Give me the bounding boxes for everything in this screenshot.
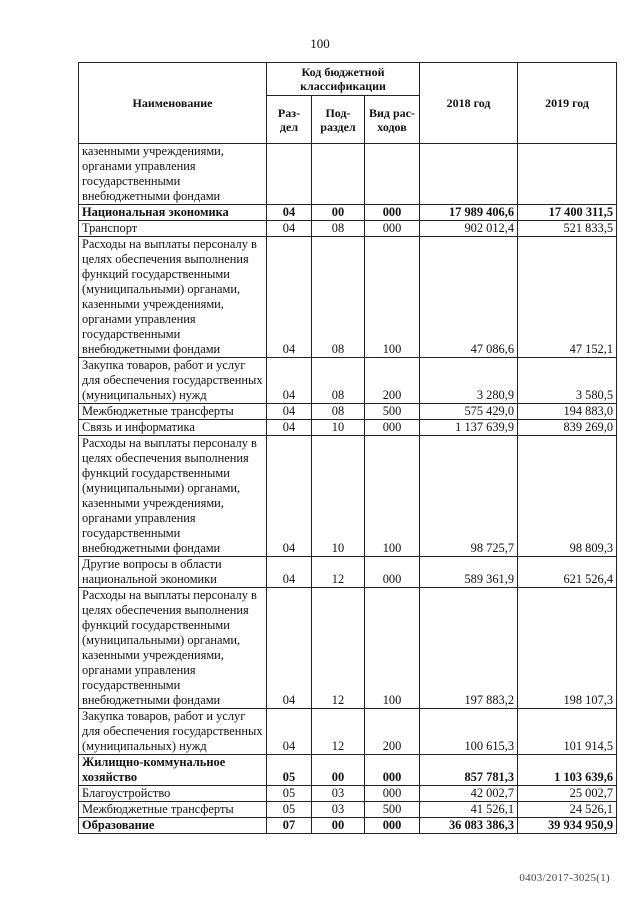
row-subsection: 12 xyxy=(312,709,365,755)
row-value-2019: 39 934 950,9 xyxy=(518,818,617,834)
row-name: Образование xyxy=(79,818,267,834)
row-value-2018: 589 361,9 xyxy=(420,557,518,588)
row-value-2018: 36 083 386,3 xyxy=(420,818,518,834)
row-value-2019: 17 400 311,5 xyxy=(518,205,617,221)
header-name: Наименование xyxy=(79,63,267,144)
row-expense-type: 500 xyxy=(365,802,420,818)
row-value-2019: 1 103 639,6 xyxy=(518,755,617,786)
row-expense-type: 000 xyxy=(365,205,420,221)
row-expense-type: 000 xyxy=(365,557,420,588)
budget-table xyxy=(78,62,617,834)
row-value-2018: 857 781,3 xyxy=(420,755,518,786)
row-subsection: 12 xyxy=(312,557,365,588)
row-value-2019: 521 833,5 xyxy=(518,221,617,237)
table-row xyxy=(79,144,617,205)
table-row xyxy=(79,802,617,818)
row-name: Другие вопросы в области национальной экономики xyxy=(79,557,267,588)
row-name: Расходы на выплаты персоналу в целях обеспечения выполнения функций государственными (муниципальными) органами, казенными учреждениями, органами управления государственными внебюджетными фондами xyxy=(79,588,267,709)
table-row xyxy=(79,786,617,802)
row-section: 05 xyxy=(267,802,312,818)
header-section: Раз-дел xyxy=(267,96,312,144)
row-value-2018: 575 429,0 xyxy=(420,404,518,420)
row-section: 04 xyxy=(267,436,312,557)
row-section: 04 xyxy=(267,709,312,755)
header-subsection: Под-раздел xyxy=(312,96,365,144)
row-subsection: 10 xyxy=(312,420,365,436)
row-expense-type xyxy=(365,144,420,205)
row-section: 04 xyxy=(267,404,312,420)
row-subsection: 08 xyxy=(312,404,365,420)
row-section: 04 xyxy=(267,358,312,404)
table-row xyxy=(79,237,617,358)
row-section: 04 xyxy=(267,221,312,237)
table-row xyxy=(79,557,617,588)
row-value-2019: 3 580,5 xyxy=(518,358,617,404)
row-section: 05 xyxy=(267,755,312,786)
row-value-2018: 197 883,2 xyxy=(420,588,518,709)
row-value-2019: 194 883,0 xyxy=(518,404,617,420)
table-row xyxy=(79,420,617,436)
page-number: 100 xyxy=(310,36,330,51)
row-expense-type: 000 xyxy=(365,221,420,237)
row-value-2018: 98 725,7 xyxy=(420,436,518,557)
row-subsection: 03 xyxy=(312,786,365,802)
row-name: Расходы на выплаты персоналу в целях обеспечения выполнения функций государственными (муниципальными) органами, казенными учреждениями, органами управления государственными внебюджетными фондами xyxy=(79,436,267,557)
document-code: 0403/2017-3025(1) xyxy=(519,872,610,884)
table-row xyxy=(79,205,617,221)
row-section xyxy=(267,144,312,205)
table-row xyxy=(79,588,617,709)
row-value-2018: 17 989 406,6 xyxy=(420,205,518,221)
row-value-2018: 3 280,9 xyxy=(420,358,518,404)
row-expense-type: 000 xyxy=(365,420,420,436)
table-row xyxy=(79,755,617,786)
row-name: Межбюджетные трансферты xyxy=(79,404,267,420)
row-expense-type: 000 xyxy=(365,786,420,802)
row-name: казенными учреждениями, органами управления государственными внебюджетными фондами xyxy=(79,144,267,205)
row-value-2018: 42 002,7 xyxy=(420,786,518,802)
row-name: Национальная экономика xyxy=(79,205,267,221)
header-year-2019: 2019 год xyxy=(518,63,617,144)
table-body xyxy=(79,144,617,834)
table-row xyxy=(79,436,617,557)
row-name: Жилищно-коммунальное хозяйство xyxy=(79,755,267,786)
row-section: 04 xyxy=(267,237,312,358)
row-section: 05 xyxy=(267,786,312,802)
row-subsection: 00 xyxy=(312,205,365,221)
table-row xyxy=(79,818,617,834)
row-expense-type: 100 xyxy=(365,237,420,358)
table-row xyxy=(79,709,617,755)
row-subsection: 12 xyxy=(312,588,365,709)
row-subsection: 08 xyxy=(312,221,365,237)
row-subsection: 08 xyxy=(312,237,365,358)
row-name: Межбюджетные трансферты xyxy=(79,802,267,818)
row-expense-type: 500 xyxy=(365,404,420,420)
row-value-2019: 101 914,5 xyxy=(518,709,617,755)
row-name: Закупка товаров, работ и услуг для обеспечения государственных (муниципальных) нужд xyxy=(79,358,267,404)
row-subsection: 08 xyxy=(312,358,365,404)
table-row xyxy=(79,221,617,237)
row-expense-type: 200 xyxy=(365,709,420,755)
row-subsection: 03 xyxy=(312,802,365,818)
row-subsection xyxy=(312,144,365,205)
row-name: Связь и информатика xyxy=(79,420,267,436)
row-subsection: 00 xyxy=(312,818,365,834)
row-value-2019: 198 107,3 xyxy=(518,588,617,709)
row-name: Благоустройство xyxy=(79,786,267,802)
row-value-2018: 41 526,1 xyxy=(420,802,518,818)
row-value-2018 xyxy=(420,144,518,205)
row-value-2019: 839 269,0 xyxy=(518,420,617,436)
row-section: 04 xyxy=(267,205,312,221)
row-section: 04 xyxy=(267,557,312,588)
row-value-2019: 24 526,1 xyxy=(518,802,617,818)
row-name: Транспорт xyxy=(79,221,267,237)
row-expense-type: 100 xyxy=(365,588,420,709)
table-row xyxy=(79,358,617,404)
row-section: 04 xyxy=(267,588,312,709)
row-value-2018: 902 012,4 xyxy=(420,221,518,237)
row-value-2019: 621 526,4 xyxy=(518,557,617,588)
row-subsection: 10 xyxy=(312,436,365,557)
header-year-2018: 2018 год xyxy=(420,63,518,144)
row-name: Расходы на выплаты персоналу в целях обеспечения выполнения функций государственными (муниципальными) органами, казенными учреждениями, органами управления государственными внебюджетными фондами xyxy=(79,237,267,358)
row-section: 04 xyxy=(267,420,312,436)
row-name: Закупка товаров, работ и услуг для обеспечения государственных (муниципальных) нужд xyxy=(79,709,267,755)
row-section: 07 xyxy=(267,818,312,834)
row-expense-type: 100 xyxy=(365,436,420,557)
row-expense-type: 200 xyxy=(365,358,420,404)
row-value-2018: 100 615,3 xyxy=(420,709,518,755)
header-expense-type: Вид рас-ходов xyxy=(365,96,420,144)
row-value-2019: 47 152,1 xyxy=(518,237,617,358)
row-value-2019 xyxy=(518,144,617,205)
row-expense-type: 000 xyxy=(365,755,420,786)
row-value-2019: 98 809,3 xyxy=(518,436,617,557)
row-subsection: 00 xyxy=(312,755,365,786)
row-value-2018: 1 137 639,9 xyxy=(420,420,518,436)
table-row xyxy=(79,404,617,420)
row-value-2019: 25 002,7 xyxy=(518,786,617,802)
header-code-group: Код бюджетной классификации xyxy=(267,63,420,96)
row-expense-type: 000 xyxy=(365,818,420,834)
row-value-2018: 47 086,6 xyxy=(420,237,518,358)
